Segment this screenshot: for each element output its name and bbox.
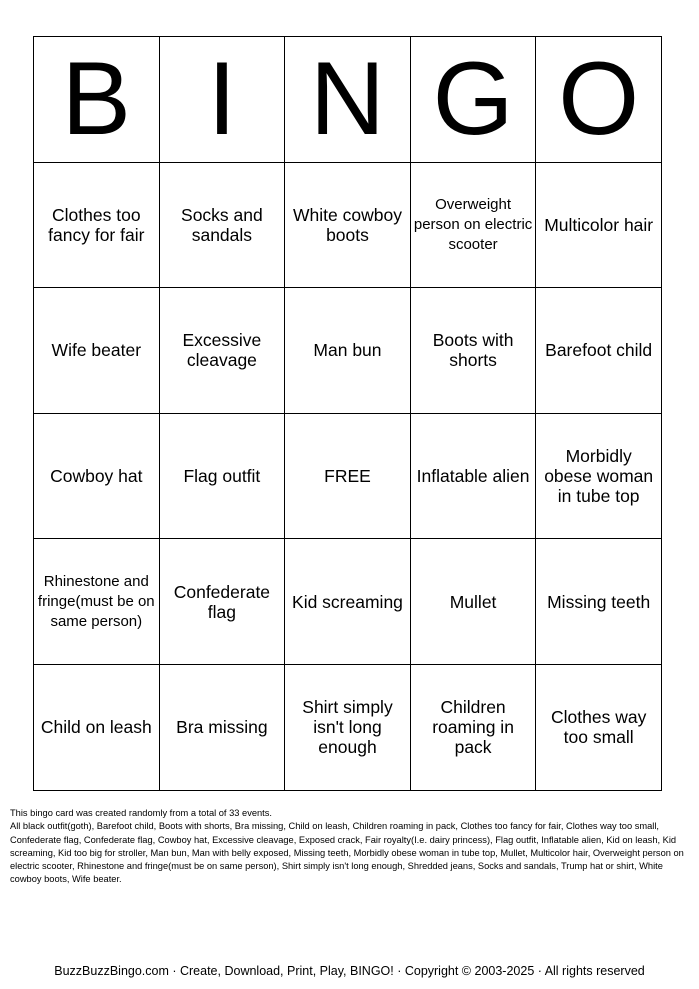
bingo-cell: Man bun (285, 288, 411, 414)
bingo-cell: Kid screaming (285, 539, 411, 665)
bingo-row (34, 539, 662, 665)
header-letter-i: I (159, 37, 285, 163)
header-letter-b: B (34, 37, 160, 163)
bingo-cell: Missing teeth (536, 539, 662, 665)
bingo-cell: Inflatable alien (410, 413, 536, 539)
bingo-cell: Morbidly obese woman in tube top (536, 413, 662, 539)
bingo-cell: Flag outfit (159, 413, 285, 539)
header-letter-g: G (410, 37, 536, 163)
bingo-cell: Overweight person on electric scooter (410, 162, 536, 288)
bingo-cell: Child on leash (34, 664, 160, 790)
card-footnote (10, 807, 690, 887)
header-letter-o: O (536, 37, 662, 163)
bingo-cell: Wife beater (34, 288, 160, 414)
bingo-card (33, 36, 662, 791)
bingo-cell: Cowboy hat (34, 413, 160, 539)
bingo-cell: Clothes way too small (536, 664, 662, 790)
bingo-cell: Rhinestone and fringe(must be on same person) (34, 539, 160, 665)
bingo-cell: Socks and sandals (159, 162, 285, 288)
bingo-cell: Confederate flag (159, 539, 285, 665)
bingo-cell: White cowboy boots (285, 162, 411, 288)
bingo-row (34, 413, 662, 539)
bingo-cell: Multicolor hair (536, 162, 662, 288)
bingo-row (34, 288, 662, 414)
footnote-intro: This bingo card was created randomly from a total of 33 events. (10, 808, 272, 818)
bingo-cell: Bra missing (159, 664, 285, 790)
footnote-event-list: All black outfit(goth), Barefoot child, Boots with shorts, Bra missing, Child on leash, Children roaming in pack, Clothes too fancy for fair, Clothes way too small, Confederate flag, Confederate flag, Cowboy hat, Excessive cleavage, Exposed crack, Fair royalty(I.e. dairy princess), Flag outfit, Inflatable alien, Kid on leash, Kid screaming, Kid too big for stroller, Man bun, Man with belly exposed, Missing teeth, Morbidly obese woman in tube top, Mullet, Multicolor hair, Overweight person on electric scooter, Rhinestone and fringe(must be on same person), Shirt simply isn't long enough, Shredded jeans, Socks and sandals, Trump hat or shirt, White cowboy boots, Wife beater. (10, 821, 684, 885)
bingo-cell: Children roaming in pack (410, 664, 536, 790)
bingo-header-row (34, 37, 662, 163)
site-footer: BuzzBuzzBingo.com · Create, Download, Print, Play, BINGO! · Copyright © 2003-2025 · All rights reserved (54, 964, 645, 978)
bingo-cell: Excessive cleavage (159, 288, 285, 414)
bingo-cell: Shirt simply isn't long enough (285, 664, 411, 790)
bingo-cell: Boots with shorts (410, 288, 536, 414)
bingo-cell: Barefoot child (536, 288, 662, 414)
header-letter-n: N (285, 37, 411, 163)
bingo-row (34, 664, 662, 790)
bingo-cell: Mullet (410, 539, 536, 665)
bingo-cell: Clothes too fancy for fair (34, 162, 160, 288)
bingo-row (34, 162, 662, 288)
free-space-cell: FREE (285, 413, 411, 539)
